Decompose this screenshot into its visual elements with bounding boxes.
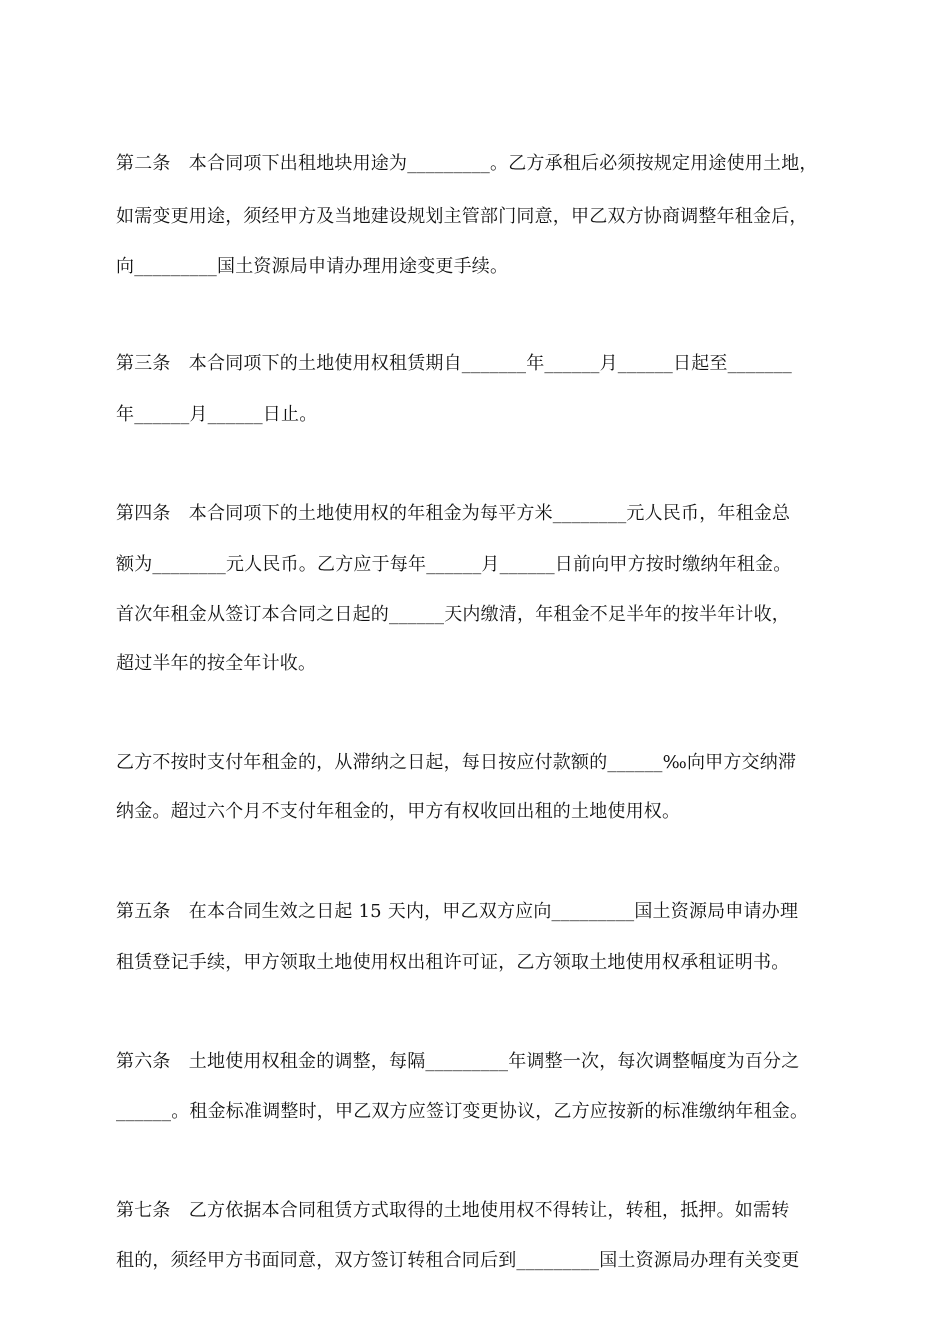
article-4-line-4: 超过半年的按全年计收。 [116, 653, 317, 674]
article-5-line-2: 租赁登记手续，甲方领取土地使用权出租许可证，乙方领取土地使用权承租证明书。 [116, 952, 790, 973]
article-2-line-2: 如需变更用途，须经甲方及当地建设规划主管部门同意，甲乙双方协商调整年租金后， [116, 206, 808, 227]
article-7-line-2: 租的，须经甲方书面同意，双方签订转租合同后到_________国土资源局办理有关变更 [116, 1250, 800, 1271]
article-6-line-2: ______。租金标准调整时，甲乙双方应签订变更协议，乙方应按新的标准缴纳年租金。 [116, 1101, 809, 1122]
article-5-line-1: 第五条 在本合同生效之日起 15 天内，甲乙双方应向_________国土资源局申请办理 [116, 901, 799, 922]
article-2-line-1: 第二条 本合同项下出租地块用途为_________。乙方承租后必须按规定用途使用土地， [116, 153, 818, 174]
article-3-line-2: 年______月______日止。 [116, 404, 318, 425]
late-fee-line-1: 乙方不按时支付年租金的，从滞纳之日起，每日按应付款额的______‰向甲方交纳滞 [116, 752, 797, 773]
article-2-line-3: 向_________国土资源局申请办理用途变更手续。 [116, 256, 509, 277]
late-fee-line-2: 纳金。超过六个月不支付年租金的，甲方有权收回出租的土地使用权。 [116, 801, 681, 822]
article-4-line-3: 首次年租金从签订本合同之日起的______天内缴清，年租金不足半年的按半年计收， [116, 604, 790, 625]
article-4-line-2: 额为________元人民币。乙方应于每年______月______日前向甲方按时缴纳年租金。 [116, 554, 792, 575]
article-3-line-1: 第三条 本合同项下的土地使用权租赁期自_______年______月______日起至_______ [116, 353, 792, 374]
article-7-line-1: 第七条 乙方依据本合同租赁方式取得的土地使用权不得转让，转租，抵押。如需转 [116, 1200, 790, 1221]
article-6-line-1: 第六条 土地使用权租金的调整，每隔_________年调整一次，每次调整幅度为百分之 [116, 1051, 800, 1072]
article-4-line-1: 第四条 本合同项下的土地使用权的年租金为每平方米________元人民币，年租金总 [116, 503, 791, 524]
